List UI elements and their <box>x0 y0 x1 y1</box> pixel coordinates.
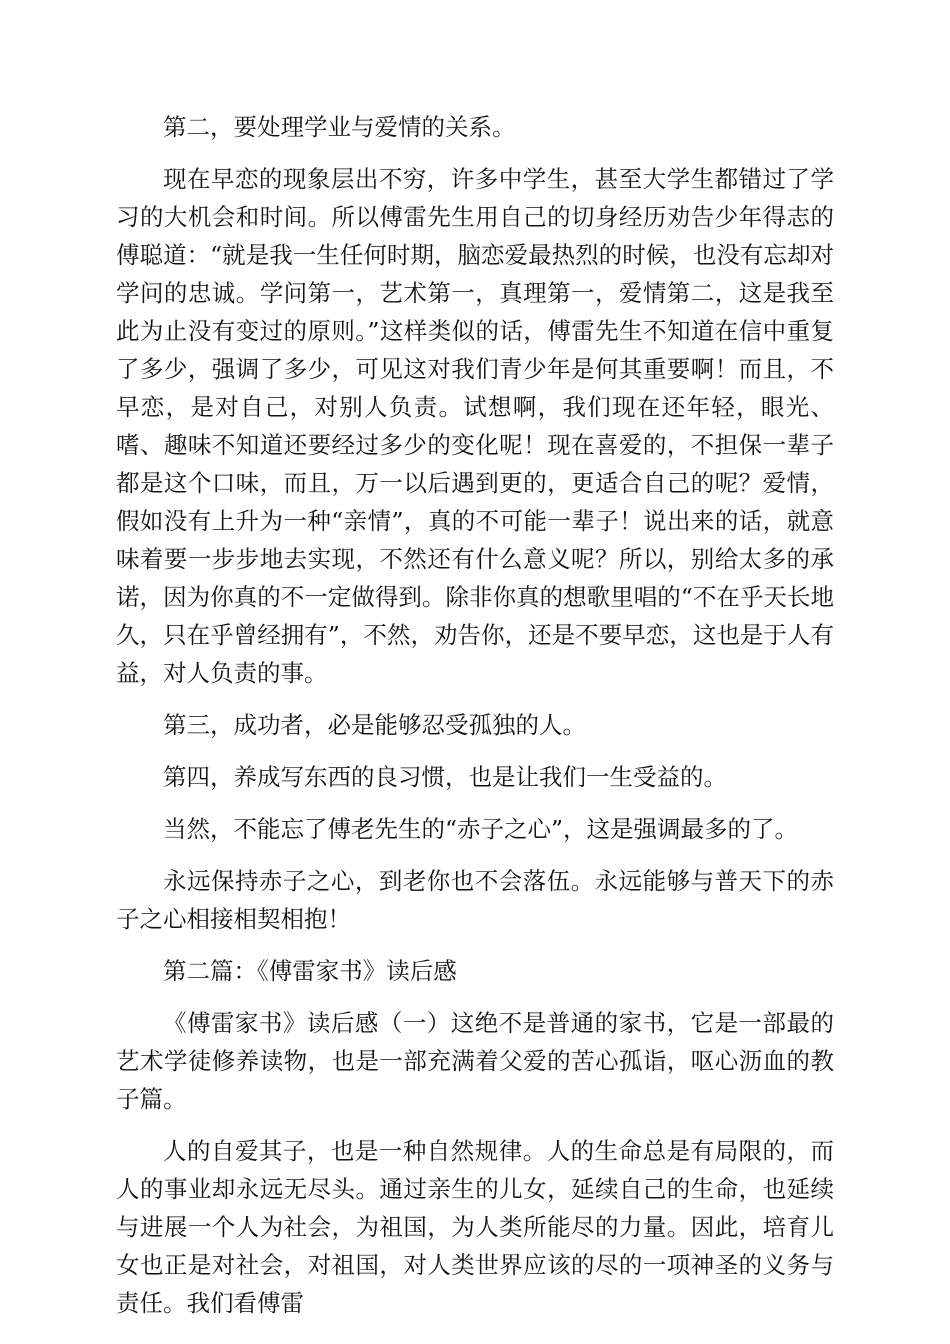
section-heading: 第二篇：《傅雷家书》读后感 <box>163 957 457 985</box>
paragraph-6: 永远保持赤子之心，到老你也不会落伍。永远能够与普天下的赤子之心相接相契相抱！ <box>116 867 834 933</box>
document-body <box>116 108 834 1336</box>
paragraph-4: 第四，养成写东西的良习惯，也是让我们一生受益的。 <box>163 763 727 791</box>
paragraph-7: 《傅雷家书》读后感（一）这绝不是普通的家书，它是一部最的艺术学徒修养读物，也是一部充满着父爱的苦心孤诣，呕心沥血的教子篇。 <box>116 1009 834 1113</box>
paragraph-3: 第三，成功者，必是能够忍受孤独的人。 <box>163 711 586 739</box>
paragraph-8: 人的自爱其子，也是一种自然规律。人的生命总是有局限的，而人的事业却永远无尽头。通过亲生的儿女，延续自己的生命，也延续与进展一个人为社会，为祖国，为人类所能尽的力量。因此，培育儿女也正是对社会，对祖国，对人类世界应该的尽的一项神圣的义务与责任。我们看傅雷 <box>116 1137 834 1317</box>
paragraph-2: 现在早恋的现象层出不穷，许多中学生，甚至大学生都错过了学习的大机会和时间。所以傅雷先生用自己的切身经历劝告少年得志的傅聪道：“就是我一生任何时期，脑恋爱最热烈的时候，也没有忘却对学问的忠诚。学问第一，艺术第一，真理第一，爱情第二，这是我至此为止没有变过的原则。”这样类似的话，傅雷先生不知道在信中重复了多少，强调了多少，可见这对我们青少年是何其重要啊！而且，不早恋，是对自己，对别人负责。试想啊，我们现在还年轻，眼光、嗜、趣味不知道还要经过多少的变化呢！现在喜爱的，不担保一辈子都是这个口味，而且，万一以后遇到更的，更适合自己的呢？爱情，假如没有上升为一种“亲情”，真的不可能一辈子！说出来的话，就意味着要一步步地去实现，不然还有什么意义呢？所以，别给太多的承诺，因为你真的不一定做得到。除非你真的想歌里唱的“不在乎天长地久，只在乎曾经拥有”，不然，劝告你，还是不要早恋，这也是于人有益，对人负责的事。 <box>116 165 834 687</box>
paragraph-1: 第二，要处理学业与爱情的关系。 <box>163 113 516 141</box>
paragraph-5: 当然，不能忘了傅老先生的“赤子之心”，这是强调最多的了。 <box>163 815 799 843</box>
